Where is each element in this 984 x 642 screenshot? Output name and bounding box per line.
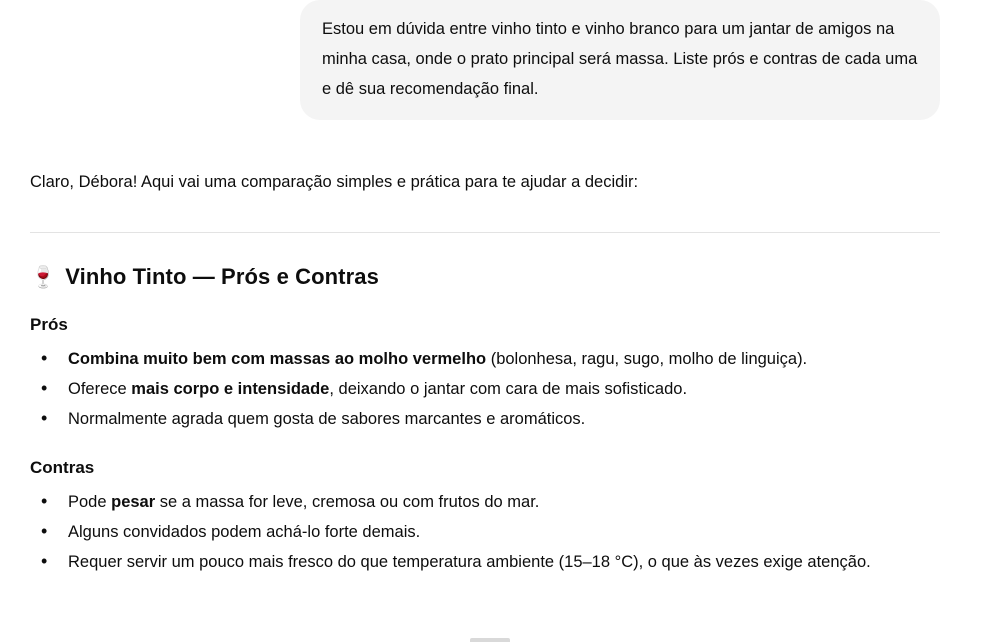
emphasis-text: Combina muito bem com massas ao molho vermelho xyxy=(68,350,487,368)
bullet-list xyxy=(30,345,940,434)
body-text: Requer servir um pouco mais fresco do que temperatura ambiente (15–18 °C), o que às vezes exige atenção. xyxy=(68,553,871,571)
body-text: Oferece xyxy=(68,380,132,398)
bullet-list xyxy=(30,488,940,577)
assistant-intro-text: Claro, Débora! Aqui vai uma comparação simples e prática para te ajudar a decidir: xyxy=(30,173,639,191)
list-item xyxy=(30,548,940,577)
body-text: Pode xyxy=(68,493,112,511)
list-item xyxy=(30,518,940,547)
emphasis-text: pesar xyxy=(111,493,156,511)
wine-glass-red-icon: 🍷 xyxy=(30,265,57,289)
list-item xyxy=(30,375,940,404)
list-item xyxy=(30,345,940,374)
section-heading xyxy=(30,263,940,291)
subsection-heading: Prós xyxy=(30,315,68,334)
section-heading-label: Vinho Tinto — Prós e Contras xyxy=(65,264,379,289)
emphasis-text: mais corpo e intensidade xyxy=(131,380,330,398)
assistant-message xyxy=(0,168,984,577)
body-text: se a massa for leve, cremosa ou com frutos do mar. xyxy=(155,493,540,511)
section-divider xyxy=(30,232,940,233)
subsection-heading: Contras xyxy=(30,458,95,477)
sections-container xyxy=(30,263,940,577)
scroll-indicator xyxy=(470,638,510,642)
body-text: Normalmente agrada quem gosta de sabores marcantes e aromáticos. xyxy=(68,410,586,428)
body-text: Alguns convidados podem achá-lo forte demais. xyxy=(68,523,421,541)
user-message-row xyxy=(0,0,984,120)
user-message-bubble[interactable]: Estou em dúvida entre vinho tinto e vinho branco para um jantar de amigos na minha casa, onde o prato principal será massa. Liste prós e contras de cada uma e dê sua recomendação final. xyxy=(300,0,940,120)
list-item xyxy=(30,405,940,434)
body-text: (bolonhesa, ragu, sugo, molho de linguiça). xyxy=(486,350,808,368)
body-text: , deixando o jantar com cara de mais sofisticado. xyxy=(329,380,688,398)
list-item xyxy=(30,488,940,517)
